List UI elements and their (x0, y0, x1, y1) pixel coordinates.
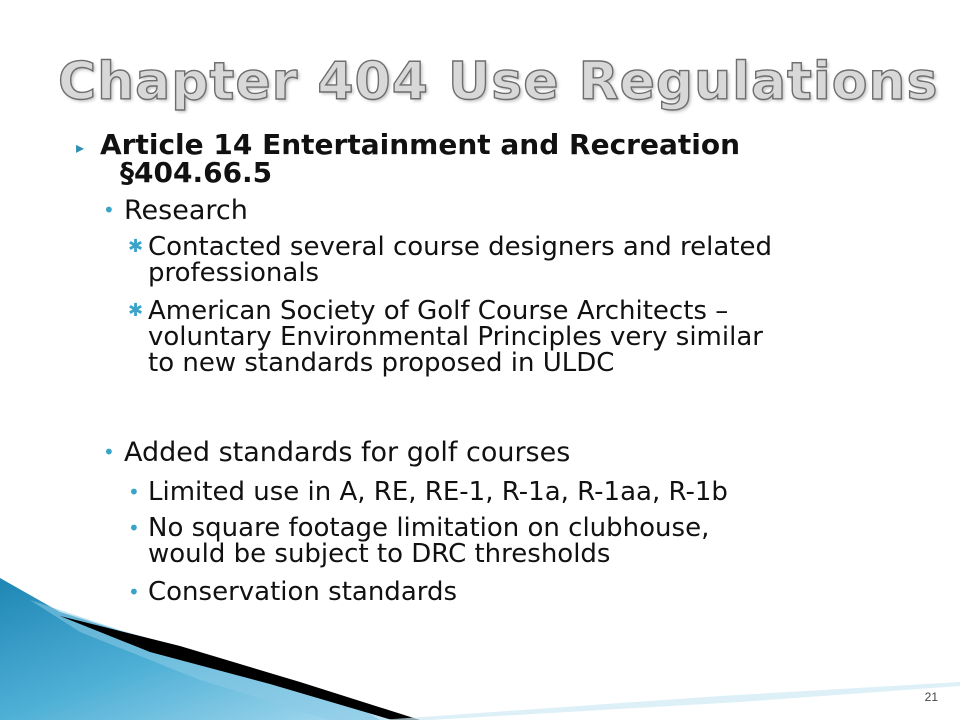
arrow-bullet-icon: ▸ (76, 138, 85, 157)
light-streak-shape (380, 682, 960, 720)
research-item-2-line1: American Society of Golf Course Architects – (148, 296, 729, 326)
article-heading-line1: Article 14 Entertainment and Recreation (100, 128, 741, 161)
bullet-star-icon: ✱ (128, 236, 144, 257)
bullet-dot-icon: • (128, 516, 140, 540)
bullet-dot-icon: • (103, 440, 115, 464)
research-label: Research (124, 195, 248, 226)
added-standards-label: Added standards for golf courses (124, 437, 571, 468)
bullet-dot-icon: • (128, 480, 140, 504)
added-item-1: Limited use in A, RE, RE-1, R-1a, R-1aa, R-1b (148, 477, 728, 507)
research-item-2-line3: to new standards proposed in ULDC (148, 348, 615, 378)
decorative-swoosh (0, 560, 960, 720)
bullet-star-icon: ✱ (128, 300, 144, 321)
article-heading-line2: §404.66.5 (120, 156, 273, 189)
added-item-2-line1: No square footage limitation on clubhouse, (148, 513, 710, 543)
bullet-dot-icon: • (128, 580, 140, 604)
added-item-3: Conservation standards (148, 577, 458, 607)
research-item-1-line2: professionals (148, 258, 320, 288)
page-number: 21 (924, 690, 938, 704)
bullet-dot-icon: • (103, 198, 115, 222)
slide-title: Chapter 404 Use Regulations (58, 52, 939, 112)
added-item-2-line2: would be subject to DRC thresholds (148, 539, 611, 569)
research-item-2-line2: voluntary Environmental Principles very similar (148, 322, 763, 352)
research-item-1-line1: Contacted several course designers and related (148, 232, 773, 262)
